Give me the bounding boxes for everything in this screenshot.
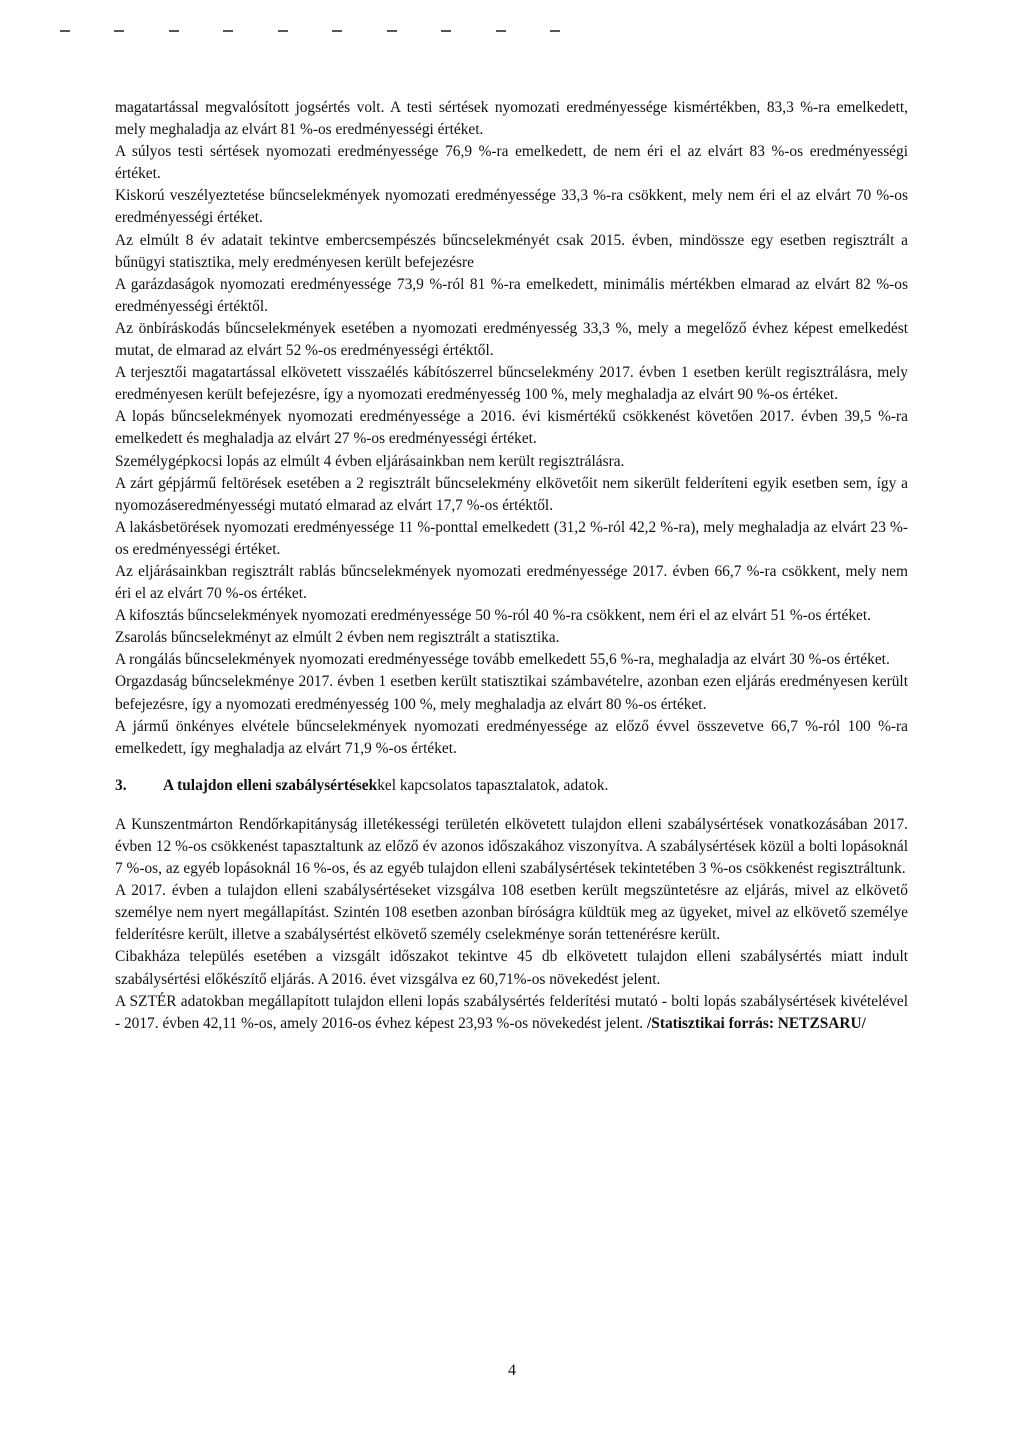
paragraph: A zárt gépjármű feltörések esetében a 2 regisztrált bűncselekmény elkövetőit nem sikerült felderíteni egyik esetben sem, így a nyomozáseredményességi mutató elmarad az elvárt 17,7 %-os értéktől. [115, 474, 908, 514]
dash [278, 30, 288, 32]
paragraph: A 2017. évben a tulajdon elleni szabálysértéseket vizsgálva 108 esetben került megszüntetésre az eljárás, mivel az elkövető személye nem nyert megállapítást. Szintén 108 esetben azonban bíróságra küldtük meg az ügyeket, mivel az elkövető személye felderítésre került, illetve a szabálysértést elkövető személy cselekménye során tettenérésre került. [115, 882, 908, 944]
paragraph: Az elmúlt 8 év adatait tekintve embercsempészés bűncselekményét csak 2015. évben, mindössze egy esetben regisztrált a bűnügyi statisztika, mely eredményesen került befejezésre [115, 231, 908, 271]
paragraph: A terjesztői magatartással elkövetett visszaélés kábítószerrel bűncselekmény 2017. évben 1 esetben került regisztrálásra, mely eredményesen került befejezésre, így a nyomozati eredményesség 100 %, mely meghaladja az elvárt 90 %-os értéket. [115, 364, 908, 404]
paragraph: A Kunszentmárton Rendőrkapitányság illetékességi területén elkövetett tulajdon elleni szabálysértések vonatkozásában 2017. évben 12 %-os csökkenést tapasztaltunk az előző év azonos időszakához viszonyítva. A szabálysértések közül a bolti lopásoknál 7 %-os, az egyéb lopásoknál 16 %-os, és az egyéb tulajdon elleni szabálysértések tekintetében 3 %-os csökkenést regisztráltunk. [115, 815, 908, 878]
paragraph: A rongálás bűncselekmények nyomozati eredményessége tovább emelkedett 55,6 %-ra, meghaladja az elvárt 30 %-os értéket. [115, 651, 890, 669]
section-title-bold: A tulajdon elleni szabálysértések [163, 776, 378, 794]
section-heading [115, 775, 908, 797]
paragraph: magatartással megvalósított jogsértés volt. A testi sértések nyomozati eredményessége kismértékben, 83,3 %-ra emelkedett, mely meghaladja az elvárt 81 %-os eredményességi értéket. [115, 99, 908, 139]
paragraph: A jármű önkényes elvétele bűncselekmények nyomozati eredményessége az előző évvel összevetve 66,7 %-ról 100 %-ra emelkedett, így meghaladja az elvárt 71,9 %-os értéket. [115, 717, 908, 757]
paragraph: A súlyos testi sértések nyomozati eredményessége 76,9 %-ra emelkedett, de nem éri el az elvárt 83 %-os eredményességi értéket. [115, 143, 908, 183]
header-dash-line [60, 30, 560, 34]
page-number: 4 [508, 1362, 516, 1379]
statistics-source: /Statisztikai forrás: NETZSARU/ [647, 1014, 866, 1032]
paragraph: Kiskorú veszélyeztetése bűncselekmények nyomozati eredményessége 33,3 %-ra csökkent, mely nem éri el az elvárt 70 %-os eredményességi értéket. [115, 187, 908, 227]
paragraph: Orgazdaság bűncselekménye 2017. évben 1 esetben került statisztikai számbavételre, azonban ezen eljárás eredményesen került befejezésre, így a nyomozati eredményesség 100 %, mely meghaladja az elvárt 80 %-os értéket. [115, 673, 908, 713]
dash [496, 30, 506, 32]
paragraph: A lopás bűncselekmények nyomozati eredményessége a 2016. évi kismértékű csökkenést követően 2017. évben 39,5 %-ra emelkedett és meghaladja az elvárt 27 %-os eredményességi értéket. [115, 408, 908, 448]
dash [550, 30, 560, 32]
dash [114, 30, 124, 32]
dash [60, 30, 70, 32]
dash [169, 30, 179, 32]
paragraph: A lakásbetörések nyomozati eredményessége 11 %-ponttal emelkedett (31,2 %-ról 42,2 %-ra), mely meghaladja az elvárt 23 %-os eredményességi értéket. [115, 518, 908, 558]
paragraph: Személygépkocsi lopás az elmúlt 4 évben eljárásainkban nem került regisztrálásra. [115, 452, 625, 470]
document-body [115, 97, 908, 1035]
paragraph: Az önbíráskodás bűncselekmények esetében a nyomozati eredményesség 33,3 %, mely a megelőző évhez képest emelkedést mutat, de elmarad az elvárt 52 %-os eredményességi értéktől. [115, 319, 908, 360]
dash [441, 30, 451, 32]
paragraph: Az eljárásainkban regisztrált rablás bűncselekmények nyomozati eredményessége 2017. évben 66,7 %-ra csökkent, mely nem éri el az elvárt 70 %-os értéket. [115, 562, 908, 603]
paragraph: Zsarolás bűncselekményt az elmúlt 2 évben nem regisztrált a statisztika. [115, 629, 560, 647]
paragraph: A kifosztás bűncselekmények nyomozati eredményessége 50 %-ról 40 %-ra csökkent, nem éri el az elvárt 51 %-os értéket. [115, 607, 872, 625]
section-number: 3. [115, 776, 127, 794]
dash [223, 30, 233, 32]
paragraph-last [115, 991, 908, 1035]
paragraph: A garázdaságok nyomozati eredményessége 73,9 %-ról 81 %-ra emelkedett, minimális mértékben elmarad az elvárt 82 %-os eredményességi értéktől. [115, 275, 908, 315]
dash [387, 30, 397, 32]
section-title-rest: kel kapcsolatos tapasztalatok, adatok. [377, 776, 609, 794]
dash [332, 30, 342, 32]
section-title [163, 775, 608, 797]
paragraph: Cibakháza település esetében a vizsgált időszakot tekintve 45 db elkövetett tulajdon elleni szabálysértés miatt indult szabálysértési előkészítő eljárás. A 2016. évet vizsgálva ez 60,71%-os növekedést jelent. [115, 948, 908, 988]
paragraph-text: A SZTÉR adatokban megállapított tulajdon elleni lopás szabálysértés felderítési mutató - bolti lopás szabálysértések kivételével - 2017. évben 42,11 %-os, amely 2016-os évhez képest 23,93 %-os növekedést jelent. [115, 992, 908, 1032]
